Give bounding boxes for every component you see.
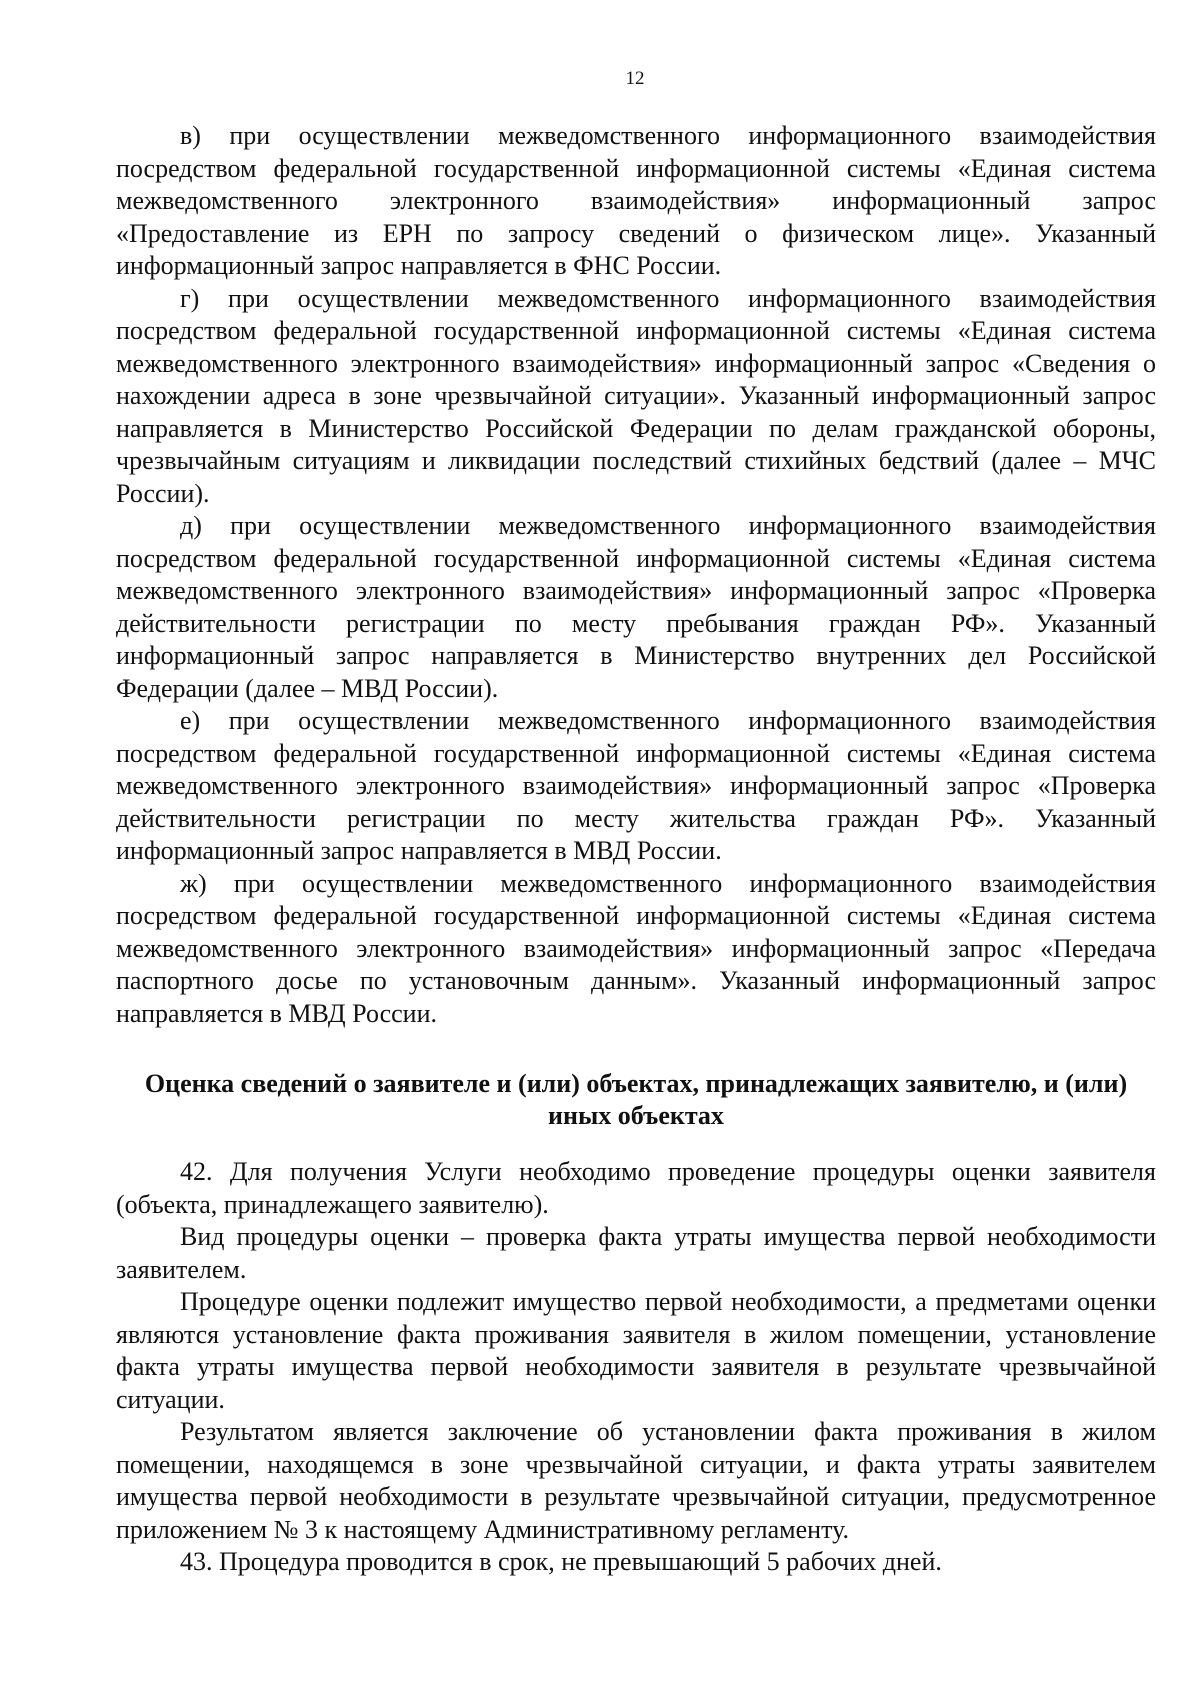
paragraph-42: 42. Для получения Услуги необходимо проведение процедуры оценки заявителя (объекта, принадлежащего заявителю). bbox=[116, 1157, 1156, 1219]
paragraph-e: е) при осуществлении межведомственного информационного взаимодействия посредством федеральной государственной информационной системы «Единая система межведомственного электронного взаимодействия» информационный запрос «Проверка действительности регистрации по месту жительства граждан РФ». Указанный информационный запрос направляется в МВД России. bbox=[116, 706, 1156, 865]
section-heading: Оценка сведений о заявителе и (или) объектах, принадлежащих заявителю, и (или) иных объектах bbox=[144, 1069, 1128, 1130]
paragraph-procedure-type: Вид процедуры оценки – проверка факта утраты имущества первой необходимости заявителем. bbox=[116, 1222, 1156, 1284]
paragraph-procedure-subject: Процедуре оценки подлежит имущество первой необходимости, а предметами оценки являются установление факта проживания заявителя в жилом помещении, установление факта утраты имущества первой необходимости заявителя в результате чрезвычайной ситуации. bbox=[116, 1287, 1156, 1414]
page-number: 12 bbox=[625, 68, 645, 89]
document-body bbox=[116, 120, 1156, 1579]
paragraph-result: Результатом является заключение об установлении факта проживания в жилом помещении, находящемся в зоне чрезвычайной ситуации, и факта утраты заявителем имущества первой необходимости в результате чрезвычайной ситуации, предусмотренное приложением № 3 к настоящему Административному регламенту. bbox=[116, 1417, 1156, 1544]
paragraph-43: 43. Процедура проводится в срок, не превышающий 5 рабочих дней. bbox=[180, 1547, 942, 1576]
paragraph-g: г) при осуществлении межведомственного информационного взаимодействия посредством федеральной государственной информационной системы «Единая система межведомственного электронного взаимодействия» информационный запрос «Сведения о нахождении адреса в зоне чрезвычайной ситуации». Указанный информационный запрос направляется в Министерство Российской Федерации по делам гражданской обороны, чрезвычайным ситуациям и ликвидации последствий стихийных бедствий (далее – МЧС России). bbox=[116, 283, 1156, 508]
paragraph-v: в) при осуществлении межведомственного информационного взаимодействия посредством федеральной государственной информационной системы «Единая система межведомственного электронного взаимодействия» информационный запрос «Предоставление из ЕРН по запросу сведений о физическом лице». Указанный информационный запрос направляется в ФНС России. bbox=[116, 121, 1156, 280]
paragraph-d: д) при осуществлении межведомственного информационного взаимодействия посредством федеральной государственной информационной системы «Единая система межведомственного электронного взаимодействия» информационный запрос «Проверка действительности регистрации по месту пребывания граждан РФ». Указанный информационный запрос направляется в Министерство внутренних дел Российской Федерации (далее – МВД России). bbox=[116, 511, 1156, 703]
paragraph-zh: ж) при осуществлении межведомственного информационного взаимодействия посредством федеральной государственной информационной системы «Единая система межведомственного электронного взаимодействия» информационный запрос «Передача паспортного досье по установочным данным». Указанный информационный запрос направляется в МВД России. bbox=[116, 868, 1156, 1028]
